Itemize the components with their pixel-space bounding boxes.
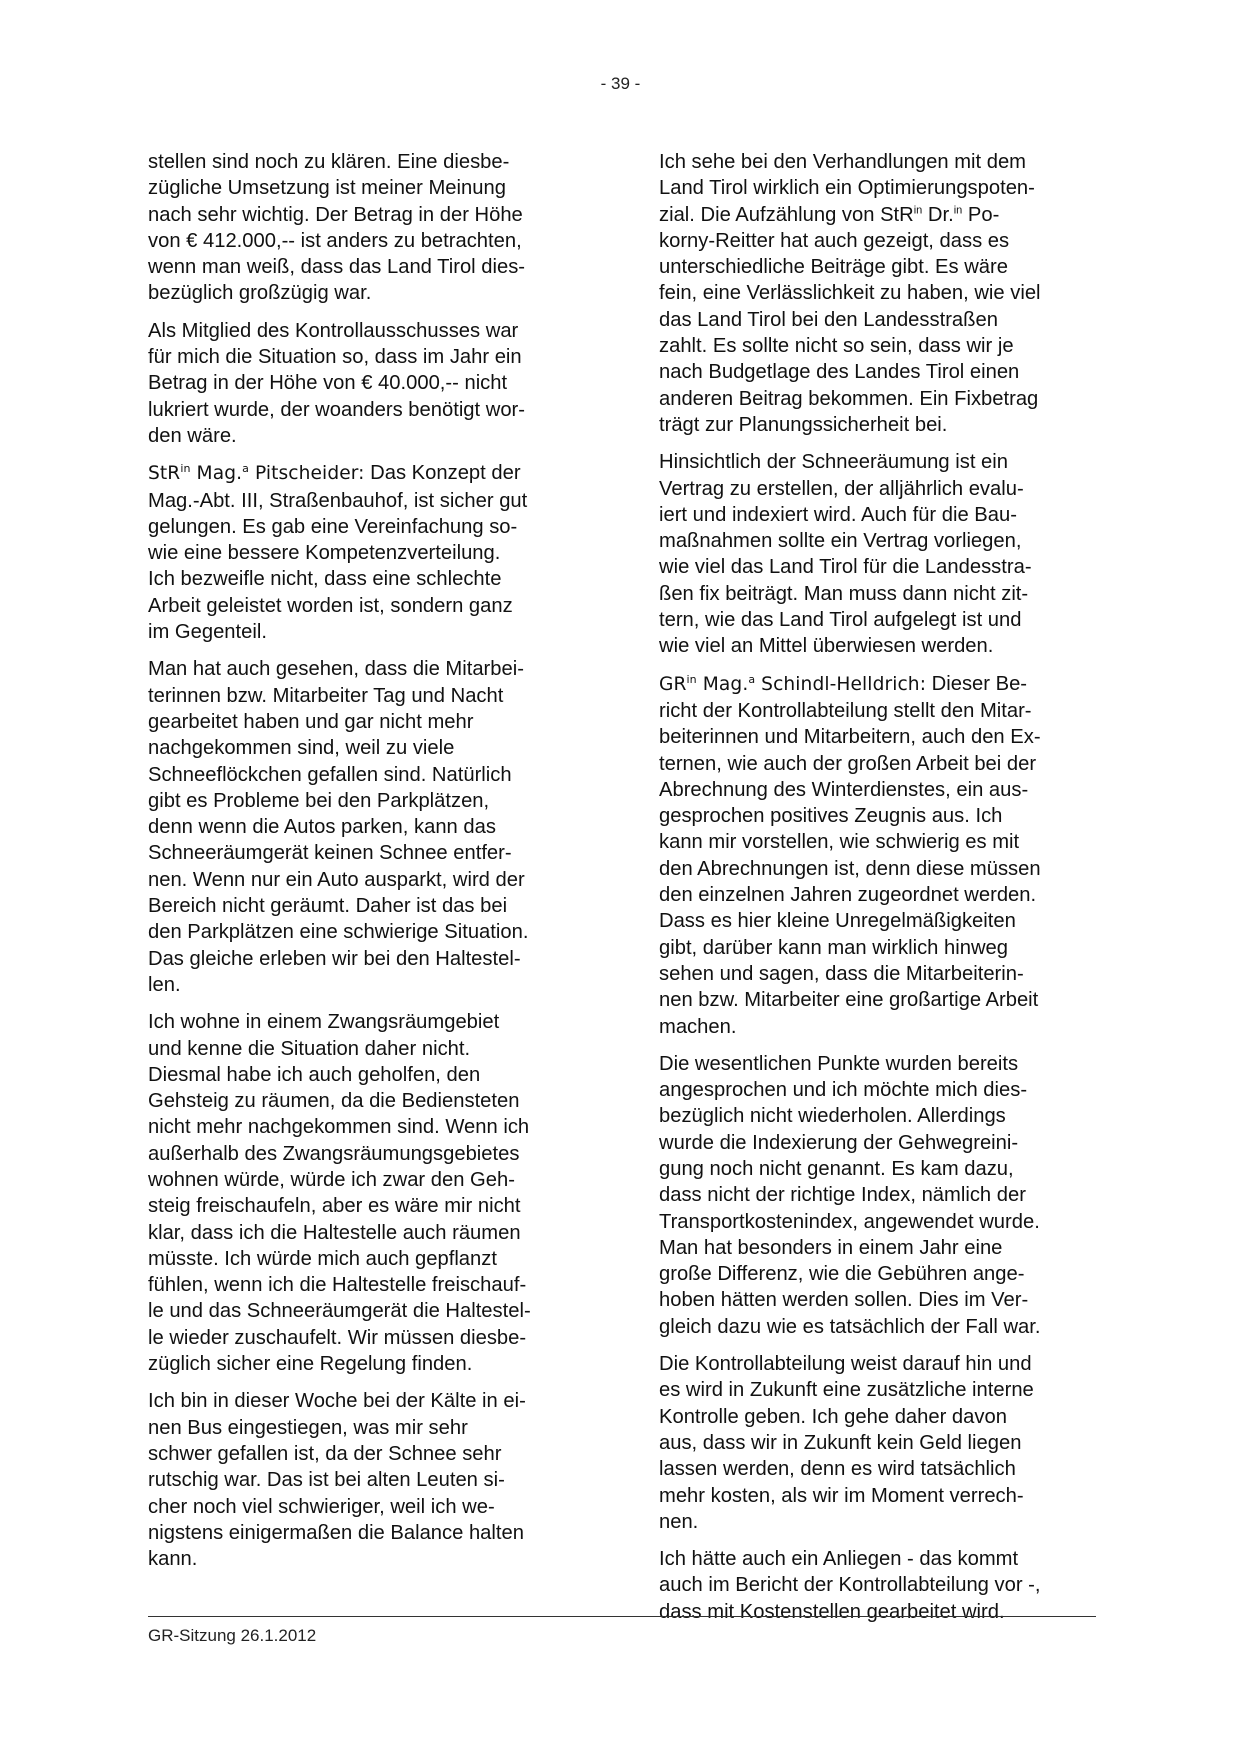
- paragraph: Ich bin in dieser Woche bei der Kälte in ei- nen Bus eingestiegen, was mir sehr schwer gefallen ist, da der Schnee sehr rutschig war. Das ist bei alten Leuten si- cher noch viel schwieriger, weil ich we- nigstens einigermaßen die Balance halten kann.: [148, 1390, 526, 1571]
- paragraph: Die Kontrollabteilung weist darauf hin und es wird in Zukunft eine zusätzliche interne Kontrolle geben. Ich gehe daher davon aus, dass wir in Zukunft kein Geld liegen lassen werden, denn es wird tatsächlich mehr kosten, als wir im Moment verrech- nen.: [659, 1353, 1034, 1533]
- paragraph: stellen sind noch zu klären. Eine diesbe- zügliche Umsetzung ist meiner Meinung nach sehr wichtig. Der Betrag in der Höhe von € 412.000,-- ist anders zu betrachten, wenn man weiß, dass das Land Tirol dies- bezüglich großzügig war.: [148, 151, 526, 305]
- speaker-paragraph: [659, 671, 1094, 1040]
- footer-divider: [148, 1616, 1096, 1617]
- footer-session-label: GR-Sitzung 26.1.2012: [148, 1626, 317, 1645]
- speech-text: Dieser Be- richt der Kontrollabteilung stellt den Mitar- beiterinnen und Mitarbeitern, auch den Ex- ternen, wie auch der großen Arbeit bei der Abrechnung des Winterdienstes, ein aus- gesprochen positives Zeugnis aus. Ich kann mir vorstellen, wie schwierig es mit den Abrechnungen ist, denn diese müssen den einzelnen Jahren zugeordnet werden. Dass es hier kleine Unregelmäßigkeiten gibt, darüber kann man wirklich hinweg sehen und sagen, dass die Mitarbeiterin- nen bzw. Mitarbeiter eine großartige Arbeit machen.: [659, 672, 1041, 1038]
- speaker-name: StR$^{in}$ Mag.$^a$ Pitscheider:: [148, 462, 365, 485]
- paragraph: Ich wohne in einem Zwangsräumgebiet und kenne die Situation daher nicht. Diesmal habe ich auch geholfen, den Gehsteig zu räumen, da die Bediensteten nicht mehr nachgekommen sind. Wenn ich außerhalb des Zwangsräumungsgebietes wohnen würde, würde ich zwar den Geh- steig freischaufeln, aber es wäre mir nicht klar, dass ich die Haltestelle auch räumen müsste. Ich würde mich auch gepflanzt fühlen, wenn ich die Haltestelle freischauf- le und das Schneeräumgerät die Haltestel- le wieder zuschaufelt. Wir müssen diesbe- züglich sicher eine Regelung finden.: [148, 1011, 531, 1376]
- paragraph: Ich sehe bei den Verhandlungen mit dem Land Tirol wirklich ein Optimierungspoten- zial. Die Aufzählung von StR$^{in}$ Dr.$^{in}$ Po- korny-Reitter hat auch gezeigt, dass es unterschiedliche Beiträge gibt. Es wäre fein, eine Verlässlichkeit zu haben, wie viel das Land Tirol bei den Landesstraßen zahlt. Es sollte nicht so sein, dass wir je nach Budgetlage des Landes Tirol einen anderen Beitrag bekommen. Ein Fixbetrag trägt zur Planungssicherheit bei.: [659, 151, 1041, 436]
- speech-text: Das Konzept der Mag.-Abt. III, Straßenbauhof, ist sicher gut gelungen. Es gab eine Vereinfachung so- wie eine bessere Kompetenzverteilung. Ich bezweifle nicht, dass eine schlechte Arbeit geleistet worden ist, sondern ganz im Gegenteil.: [148, 462, 528, 644]
- paragraph: Als Mitglied des Kontrollausschusses war für mich die Situation so, dass im Jahr ein Betrag in der Höhe von € 40.000,-- nicht lukriert wurde, der woanders benötigt wor- den wäre.: [148, 319, 526, 447]
- paragraph: Hinsichtlich der Schneeräumung ist ein Vertrag zu erstellen, der alljährlich evalu- iert und indexiert wird. Auch für die Bau- maßnahmen sollte ein Vertrag vorliegen, wie viel das Land Tirol für die Landesstra- ßen fix beiträgt. Man muss dann nicht zit- tern, wie das Land Tirol aufgelegt ist und wie viel an Mittel überwiesen werden.: [659, 451, 1032, 658]
- paragraph: Die wesentlichen Punkte wurden bereits angesprochen und ich möchte mich dies- bezüglich nicht wiederholen. Allerdings wurde die Indexierung der Gehwegreini- gung noch nicht genannt. Es kam dazu, dass nicht der richtige Index, nämlich der Transportkostenindex, angewendet wurde. Man hat besonders in einem Jahr eine große Differenz, wie die Gebühren ange- hoben hätten werden sollen. Dies im Ver- gleich dazu wie es tatsächlich der Fall war.: [659, 1052, 1041, 1338]
- left-column: [148, 149, 583, 1583]
- speaker-paragraph: [148, 460, 583, 645]
- right-column: [659, 149, 1094, 1636]
- page-number: - 39 -: [600, 74, 641, 93]
- paragraph: Man hat auch gesehen, dass die Mitarbei- terinnen bzw. Mitarbeiter Tag und Nacht gearbeitet haben und gar nicht mehr nachgekommen sind, weil zu viele Schneeflöckchen gefallen sind. Natürlich gibt es Probleme bei den Parkplätzen, denn wenn die Autos parken, kann das Schneeräumgerät keinen Schnee entfer- nen. Wenn nur ein Auto ausparkt, wird der Bereich nicht geräumt. Daher ist das bei den Parkplätzen eine schwierige Situation. Das gleiche erleben wir bei den Haltestel- len.: [148, 658, 529, 996]
- speaker-name: $GR^{in}$ Mag.$^a$ Schindl-Helldrich:: [659, 672, 927, 695]
- paragraph: Ich hätte auch ein Anliegen - das kommt auch im Bericht der Kontrollabteilung vor -, dass mit Kostenstellen gearbeitet wird.: [659, 1548, 1041, 1623]
